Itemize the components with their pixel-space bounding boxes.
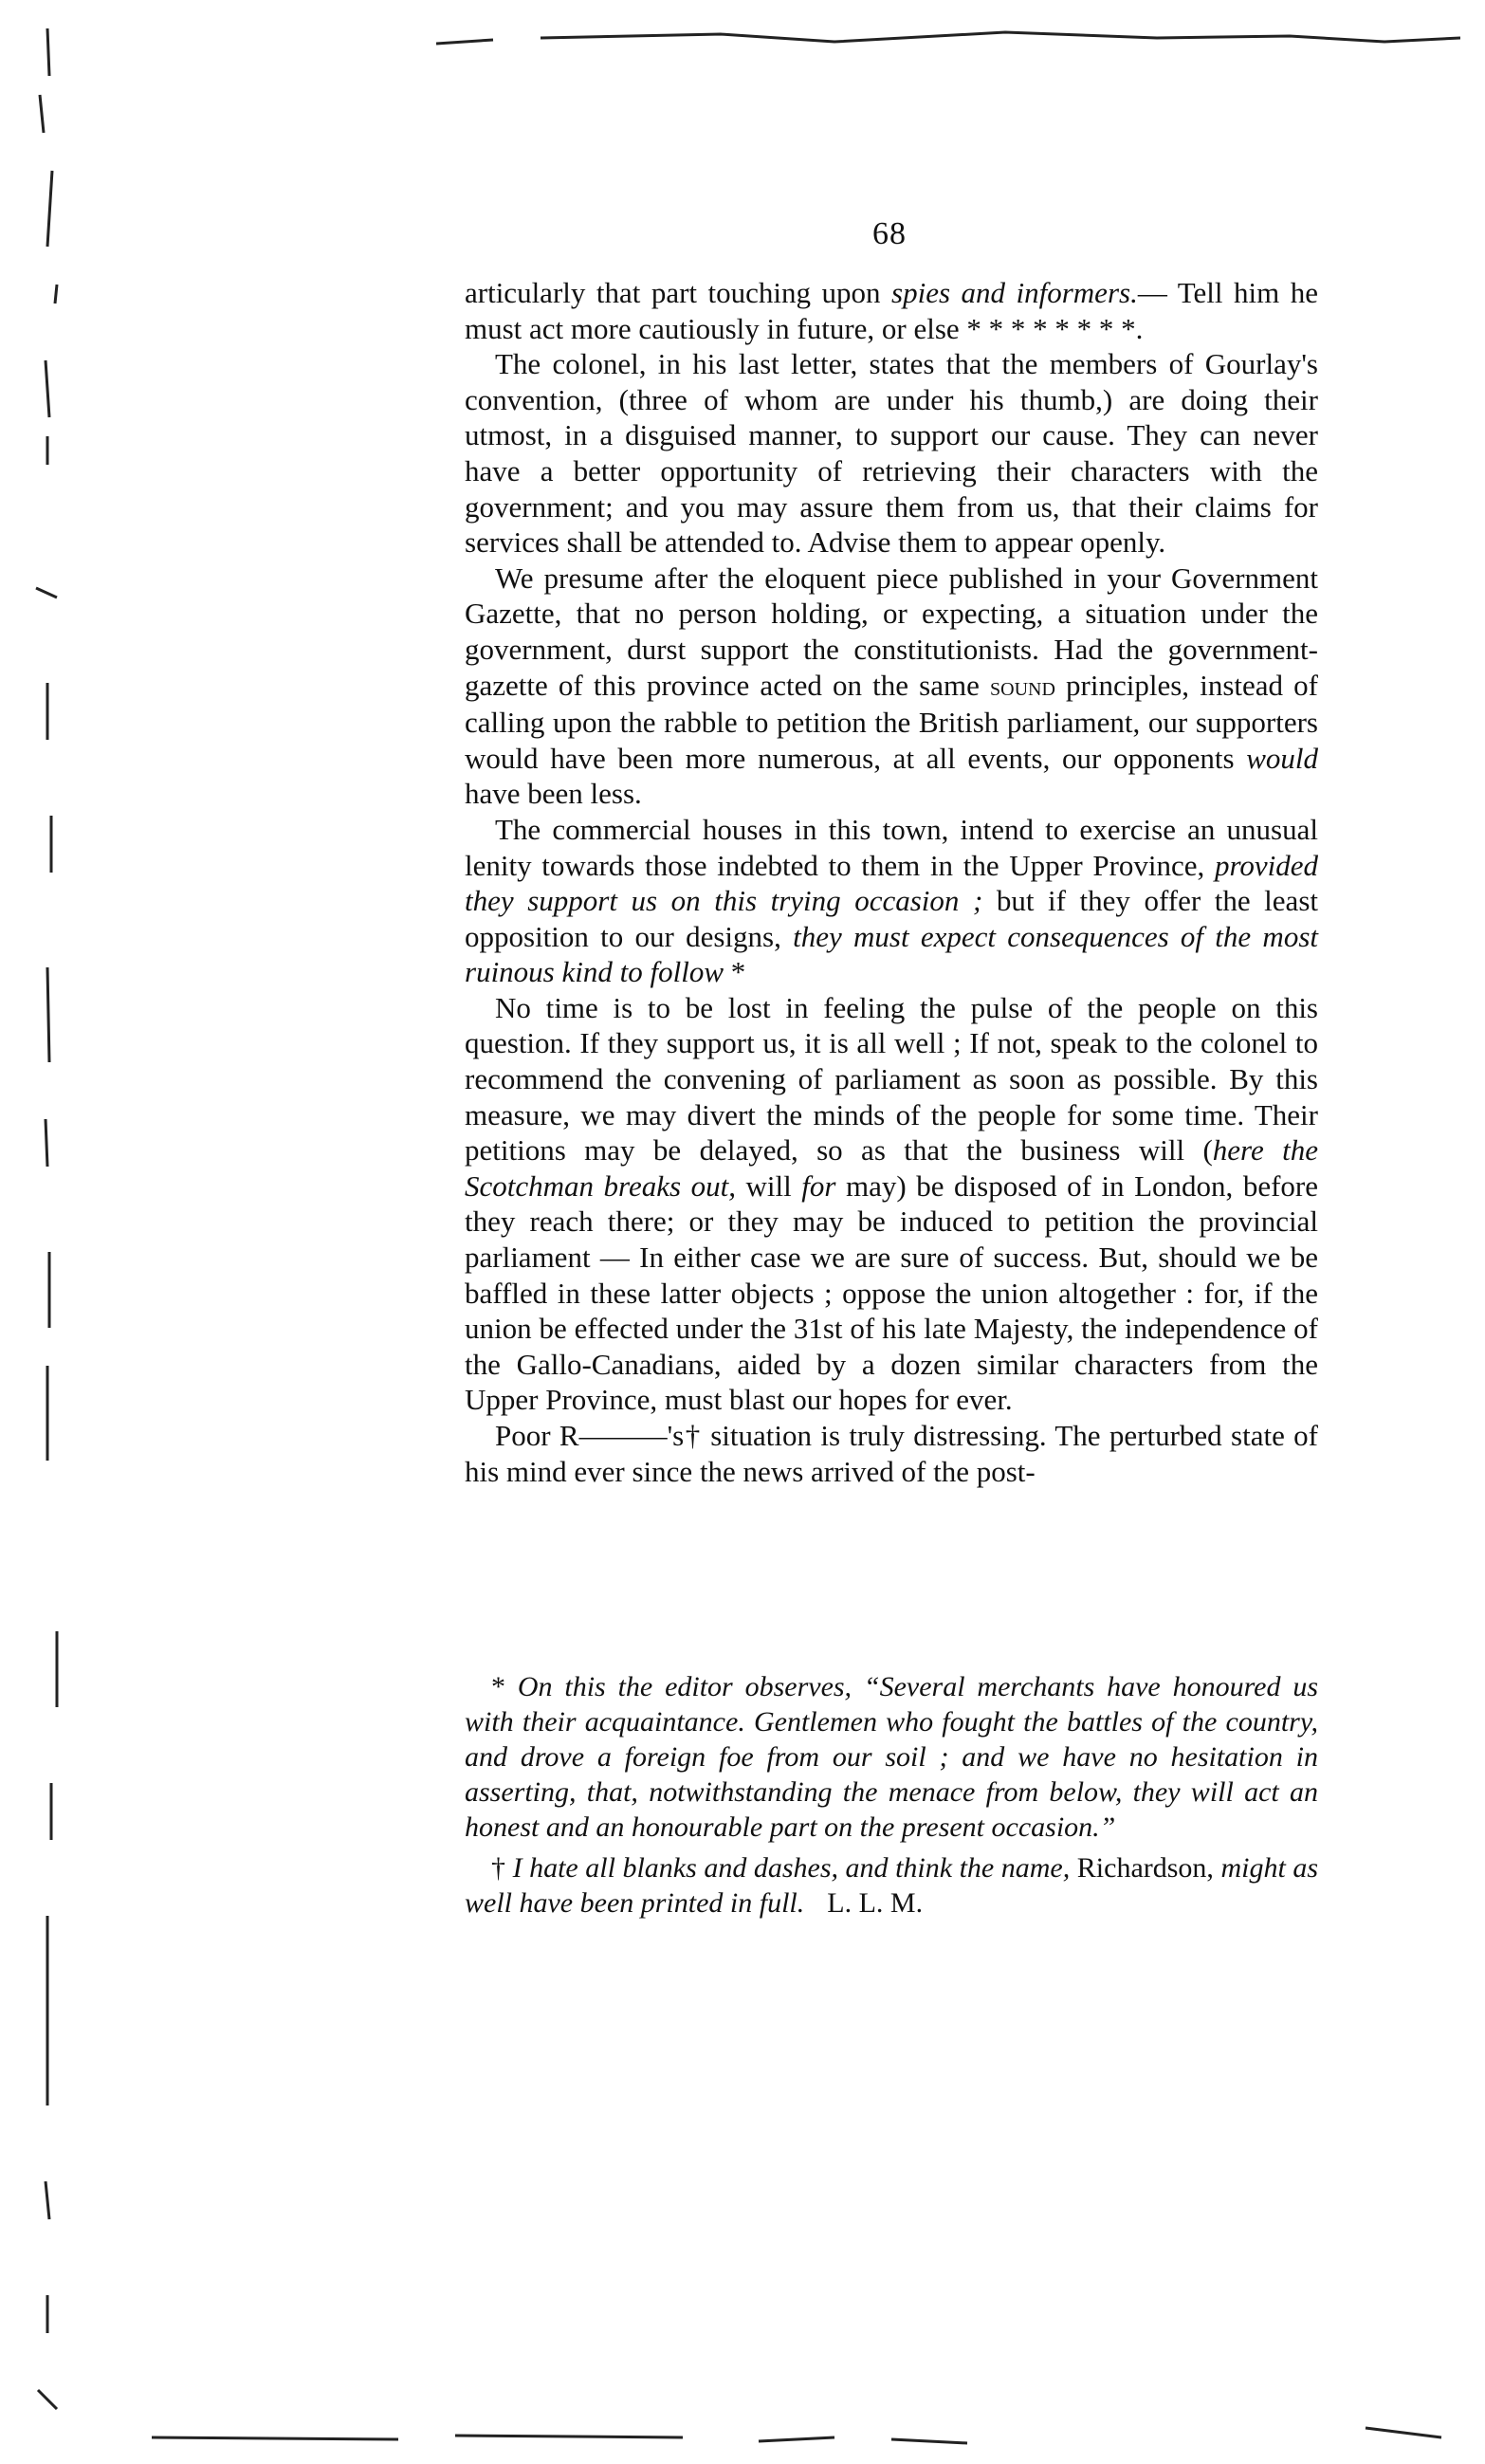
paragraph-text: articularly that part touching upon [465, 276, 892, 309]
emphasis-text: they must expect consequences of the most ruinous kind to follow [465, 919, 1318, 989]
small-caps-text: sound [990, 671, 1055, 702]
emphasis-text: would [1246, 741, 1318, 775]
paragraph-text: The commercial houses in this town, intend to exercise an unusual lenity towards those indebted to them in the Upper Province, [465, 812, 1318, 882]
footnote-marker: * [724, 955, 746, 989]
emphasis-text: spies and informers. [891, 276, 1138, 309]
page-number: 68 [872, 216, 907, 251]
body-text-column [465, 275, 1318, 1489]
paragraph [465, 990, 1318, 1418]
paragraph-text: No time is to be lost in feeling the pulse of the people on this question. If they support us, it is all well ; If not, speak to the colonel to recommend the convening of parliament as soon as possible. By this measure, we may divert the minds of the people for some time. Their petitions may be delayed, so as that the business will ( [465, 990, 1318, 1168]
scan-edge-top-artifact [436, 17, 1460, 55]
paragraph-text: may) be disposed of in London, before they reach there; or they may be induced to petition the provincial parliament — In either case we are sure of success. But, should we be baffled in these latter objects ; oppose the union altogether : for, if the union be effected under the 31st of his late Majesty, the independence of the Gallo-Canadians, aided by a dozen similar characters from the Upper Province, must blast our hopes for ever. [465, 1168, 1318, 1417]
footnote-text: I hate all blanks and dashes, and think the name, [512, 1852, 1077, 1884]
footnote [465, 1850, 1318, 1921]
paragraph [465, 561, 1318, 812]
paragraph-text: have been less. [465, 777, 642, 811]
paragraph-text: We presume after the eloquent piece published in your Government Gazette, that no person holding, or expecting, a situation under the government, durst support the constitutionists. Had the government-gazette of this province acted on the same [465, 561, 1318, 702]
footnote-text: might as well have been printed in full. [465, 1852, 1318, 1919]
footnote-text: On this the editor observes, “Several merchants have honoured us with their acquaintance. Gentlemen who fought the battles of the country, and drove a foreign foe from our soil ; and we have no hesitation in asserting, that, notwithstanding the menace from below, they will act an honest and an honourable part on the present occasion.” [465, 1671, 1319, 1843]
footnote-marker: * [491, 1671, 518, 1702]
footnote [465, 1669, 1318, 1845]
emphasis-text: for [801, 1168, 836, 1203]
paragraph [465, 275, 1318, 346]
emphasis-text: here the Scotchman breaks out, [465, 1133, 1318, 1203]
paragraph: Poor R———'s† situation is truly distressing. The perturbed state of his mind ever since the news arrived of the post- [465, 1419, 1318, 1488]
paragraph-text: but if they offer the least opposition to our designs, [465, 884, 1318, 953]
paragraph-text: will [735, 1168, 802, 1203]
footnote-marker: † [491, 1852, 513, 1884]
paragraph-text: — Tell him he must act more cautiously in future, or else * * * * * * * *. [465, 276, 1318, 345]
footnote-text: Richardson, [1076, 1852, 1214, 1884]
paragraph-text: principles, instead of calling upon the rabble to petition the British parliament, our supporters would have been more numerous, at all events, our opponents [465, 668, 1318, 775]
paragraph: The colonel, in his last letter, states that the members of Gourlay's convention, (three of whom are under his thumb,) are doing their utmost, in a disguised manner, to support our cause. They can never have a better opportunity of retrieving their characters with the government; and you may assure them from us, that their claims for services shall be attended to. Advise them to appear openly. [465, 347, 1318, 560]
signature-initials: L. L. M. [827, 1887, 924, 1919]
scan-edge-left-artifact [28, 19, 66, 2447]
scan-edge-bottom-artifact [152, 2409, 1460, 2456]
paragraph [465, 812, 1318, 990]
emphasis-text: provided they support us on this trying occasion ; [465, 848, 1318, 918]
footnotes [465, 1669, 1318, 1926]
